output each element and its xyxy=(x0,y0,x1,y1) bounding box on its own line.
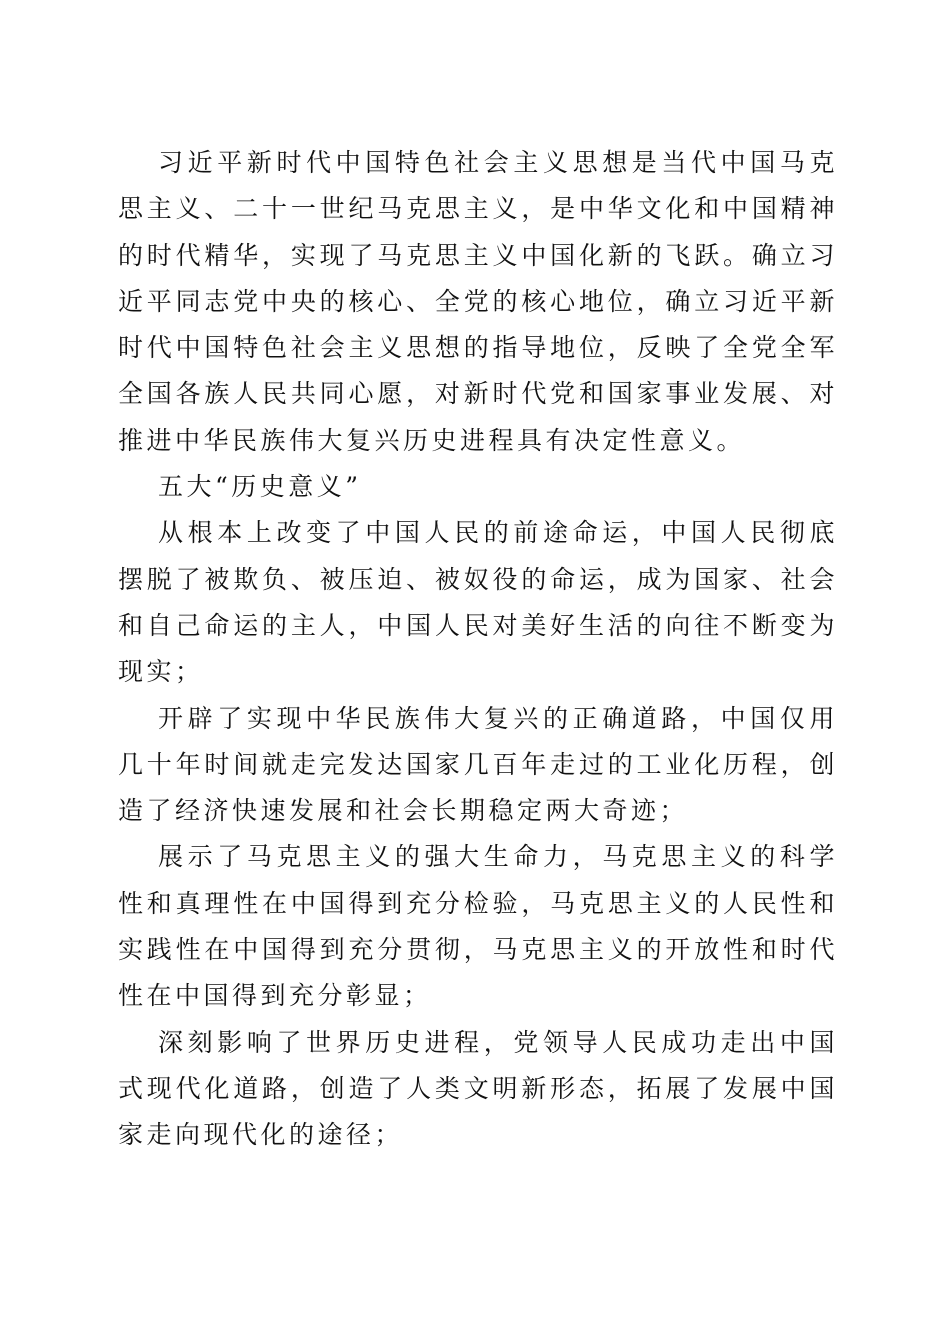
document-body xyxy=(118,140,838,1159)
significance-item-4: 深刻影响了世界历史进程，党领导人民成功走出中国式现代化道路，创造了人类文明新形态，拓展了发展中国家走向现代化的途径； xyxy=(118,1027,838,1150)
significance-item-3: 展示了马克思主义的强大生命力，马克思主义的科学性和真理性在中国得到充分检验，马克思主义的人民性和实践性在中国得到充分贯彻，马克思主义的开放性和时代性在中国得到充分彰显； xyxy=(118,842,838,1011)
significance-item-2: 开辟了实现中华民族伟大复兴的正确道路，中国仅用几十年时间就走完发达国家几百年走过的工业化历程，创造了经济快速发展和社会长期稳定两大奇迹； xyxy=(118,703,838,826)
significance-item-1: 从根本上改变了中国人民的前途命运，中国人民彻底摆脱了被欺负、被压迫、被奴役的命运，成为国家、社会和自己命运的主人，中国人民对美好生活的向往不断变为现实； xyxy=(118,518,838,687)
intro-paragraph: 习近平新时代中国特色社会主义思想是当代中国马克思主义、二十一世纪马克思主义，是中华文化和中国精神的时代精华，实现了马克思主义中国化新的飞跃。确立习近平同志党中央的核心、全党的核心地位，确立习近平新时代中国特色社会主义思想的指导地位，反映了全党全军全国各族人民共同心愿，对新时代党和国家事业发展、对推进中华民族伟大复兴历史进程具有决定性意义。 xyxy=(118,148,838,455)
section-heading: 五大“历史意义” xyxy=(158,472,362,502)
